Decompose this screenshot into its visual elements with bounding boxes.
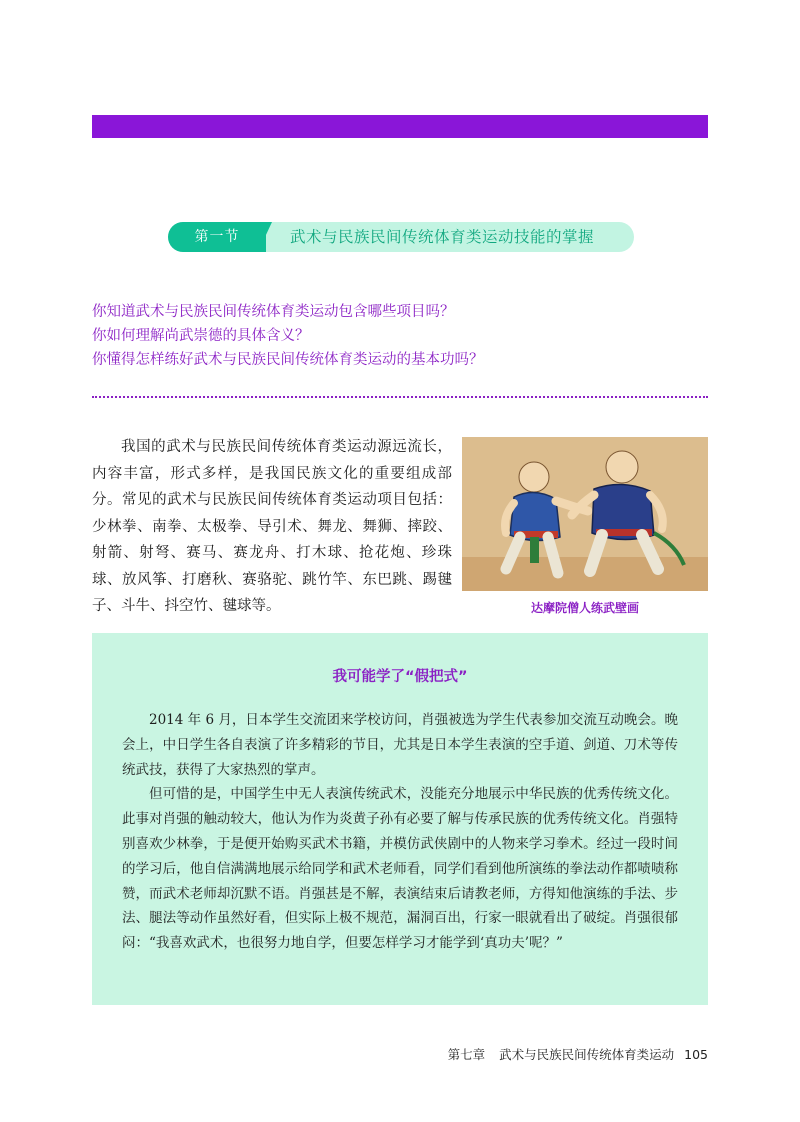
case-story-box — [92, 633, 708, 1005]
question-3: 你懂得怎样练好武术与民族民间传统体育类运动的基本功吗？ — [92, 352, 484, 368]
section-title: 武术与民族民间传统体育类运动技能的掌握 — [290, 228, 595, 246]
footer-chapter-title: 武术与民族民间传统体育类运动 — [499, 1047, 675, 1062]
dotted-divider — [92, 396, 708, 398]
section-number-notch — [258, 222, 272, 252]
guiding-questions — [92, 300, 708, 372]
mural-painting-image — [462, 437, 708, 591]
case-story-text — [122, 708, 678, 956]
intro-paragraph: 我国的武术与民族民间传统体育类运动源远流长，内容丰富，形式多样，是我国民族文化的重要组成部分。常见的武术与民族民间传统体育类运动项目包括：少林拳、南拳、太极拳、导引术、舞龙、舞狮、摔跤、射箭、射弩、赛马、赛龙舟、打木球、抢花炮、珍珠球、放风筝、打磨秋、赛骆驼、跳竹竿、东巴跳、踢毽子、斗牛、抖空竹、毽球等。 — [92, 439, 452, 614]
page-number: 105 — [684, 1047, 708, 1062]
section-heading — [168, 222, 634, 252]
mural-illustration — [462, 437, 708, 591]
section-number: 第一节 — [168, 222, 266, 252]
question-2: 你如何理解尚武崇德的具体含义？ — [92, 328, 310, 344]
intro-text — [92, 434, 452, 620]
story-paragraph: 2014 年 6 月，日本学生交流团来学校访问，肖强被选为学生代表参加交流互动晚会。晚会上，中日学生各自表演了许多精彩的节目，尤其是日本学生表演的空手道、剑道、刀术等传统武技，获得了大家热烈的掌声。 — [122, 712, 678, 778]
page-footer — [434, 1045, 708, 1063]
question-1: 你知道武术与民族民间传统体育类运动包含哪些项目吗？ — [92, 304, 455, 320]
figure-caption: 达摩院僧人练武壁画 — [530, 601, 639, 615]
chapter-color-bar — [92, 115, 708, 138]
story-paragraph: 但可惜的是，中国学生中无人表演传统武术，没能充分地展示中华民族的优秀传统文化。此事对肖强的触动较大，他认为作为炎黄子孙有必要了解与传承民族的优秀传统文化。肖强特别喜欢少林拳，于是便开始购买武术书籍，并模仿武侠剧中的人物来学习拳术。经过一段时间的学习后，他自信满满地展示给同学和武术老师看，同学们看到他所演练的拳法动作都啧啧称赞，而武术老师却沉默不语。肖强甚是不解，表演结束后请教老师，方得知他演练的手法、步法、腿法等动作虽然好看，但实际上极不规范，漏洞百出，行家一眼就看出了破绽。肖强很郁闷：“我喜欢武术，也很努力地自学，但要怎样学习才能学到‘真功夫’呢？” — [122, 786, 678, 952]
case-story-title: 我可能学了“假把式” — [332, 669, 468, 685]
footer-chapter: 第七章 — [447, 1047, 486, 1062]
